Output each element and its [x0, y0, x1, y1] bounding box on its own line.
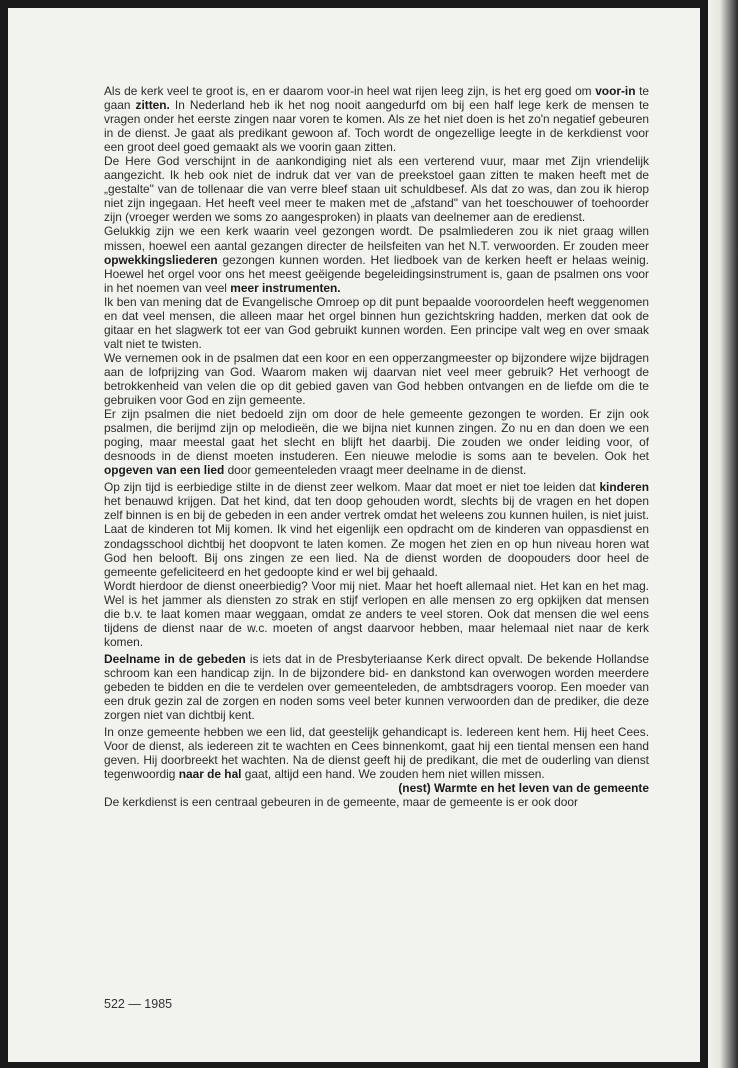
emphasis: kinderen: [599, 480, 649, 495]
paragraph-text: Gelukkig zijn we een kerk waarin veel gezongen wordt. De psalmliederen zou ik niet graag willen missen, hoewel een aantal gezangen directer de heilsfeiten van het N.T. verwoorden. Er zouden meer: [104, 224, 649, 253]
paragraph-text: is iets dat in de Presbyteriaanse Kerk direct opvalt. De bekende Hollandse schroom kan een handicap zijn. In de bijzondere bid- en dankstond kan overwogen worden meerdere gebeden te bidden en die te verdelen over gemeenteleden, de ambtsdragers voorop. Een moeder van een druk gezin zal de zorgen en noden soms veel beter kunnen verwoorden dan de prediker, die deze zorgen niet van dichtbij kent.: [104, 651, 649, 723]
paragraph-text: Wordt hierdoor de dienst oneerbiedig? Voor mij niet. Maar het hoeft allemaal niet. Het kan en het mag. Wel is het jammer als diensten zo strak en stijf verlopen en alle mensen zo erg opkijken dat mensen die b.v. te laat komen maar weggaan, omdat ze anders te veel storen. Ook dat mensen die wel eens tijdens de dienst naar de w.c. moeten of angst daarvoor hebben, maar helemaal niet naar de kerk komen.: [104, 578, 649, 649]
emphasis: opwekkingsliederen: [104, 252, 218, 267]
paragraph-6: [104, 407, 649, 477]
paragraph-text: Op zijn tijd is eerbiedige stilte in de dienst zeer welkom. Maar dat moet er niet toe leiden dat: [104, 480, 600, 495]
paragraph-text: gaat, altijd een hand. We zouden hem niet willen missen.: [241, 767, 545, 782]
paragraph-text: Als de kerk veel te groot is, en er daarom voor-in heel wat rijen leeg zijn, is het erg goed om: [104, 84, 596, 98]
emphasis: voor-in: [595, 84, 636, 98]
paragraph-1: [104, 84, 649, 154]
closing-line: De kerkdienst is een centraal gebeuren in de gemeente, maar de gemeente is er ook door: [104, 795, 578, 810]
paragraph-8: [104, 579, 649, 649]
emphasis: Deelname in de gebeden: [104, 651, 246, 666]
paragraph-3: [104, 224, 649, 294]
article-body: [104, 84, 649, 809]
paragraph-9: [104, 652, 649, 722]
paragraphs: [104, 84, 649, 781]
emphasis: opgeven van een lied: [104, 463, 225, 478]
paragraph-text: het benauwd krijgen. Dat het kind, dat ten doop gehouden wordt, slechts bij de vragen en het dopen zelf binnen is en bij de gebeden in een ander vertrek omdat het weleens zou kunnen huilen, is niet juist. Laat de kinderen tot Mij komen. Ik vind het eigenlijk een opdracht om de kinderen van oppasdienst en zondagsschool dichtbij het doopvont te laten komen. Ze mogen het zien en op hun niveau horen wat God hen belooft. Bij ons zingen ze een lied. Na de dienst worden de doopouders door heel de gemeente gefeliciteerd en het gedoopte kind er wel bij gehaald.: [104, 494, 649, 579]
emphasis: zitten.: [135, 98, 170, 113]
paragraph-text: Er zijn psalmen die niet bedoeld zijn om door de hele gemeente gezongen te worden. Er zijn ook psalmen, die berijmd zijn op melodieën, die we bijna niet kunnen zingen. Zo nu en dan doen we een poging, maar meestal gaat het slecht en blijft het daarbij. Die zouden we onder leiding voor, of desnoods in de dienst moeten instuderen. Een nieuwe melodie is soms aan te bevelen. Ook het: [104, 407, 649, 464]
paragraph-text: Ik ben van mening dat de Evangelische Omroep op dit punt bepaalde vooroordelen heeft weggenomen en dat veel mensen, die alleen maar het orgel binnen hun gezichtskring hadden, merken dat ook de gitaar en het slagwerk tot eer van God gebruikt kunnen worden. Een principe valt weg en over smaak valt niet te twisten.: [104, 294, 649, 351]
emphasis: naar de hal: [178, 767, 242, 782]
paragraph-text: We vernemen ook in de psalmen dat een koor en een opperzangmeester op bijzondere wijze bijdragen aan de lofprijzing van God. Waarom maken wij daarvan niet veel meer gebruik? Het verhoogt de betrokkenheid van velen die op dit gebied gaven van God hebben ontvangen en de liefde om die te gebruiken voor God en zijn gemeente.: [104, 350, 649, 408]
paragraph-4: [104, 295, 649, 351]
page-number: 522 — 1985: [104, 997, 173, 1011]
paragraph-text: In Nederland heb ik het nog nooit aangedurfd om bij een half lege kerk de mensen te vragen onder het eerste zingen naar voren te komen. Als ze het niet doen is het zo'n negatief gebeuren in de dienst. Je gaat als predikant gewoon af. Toch wordt de ongezellige leegte in de kerkdienst voor een groot deel goed gemaakt als we voorin gaan zitten.: [104, 98, 649, 155]
paragraph-text: te gaan: [104, 84, 649, 113]
paragraph-5: [104, 351, 649, 407]
paragraph-text: In onze gemeente hebben we een lid, dat geestelijk gehandicapt is. Iedereen kent hem. Hij heet Cees. Voor de dienst, als iedereen zit te wachten en Cees binnenkomt, gaat hij een tiental mensen een hand geven. Hij doorbreekt het wachten. Na de dienst geeft hij de predikant, die met de ouderling van dienst tegenwoordig: [104, 725, 649, 782]
paragraph-text: De Here God verschijnt in de aankondiging niet als een verterend vuur, maar met Zijn vriendelijk aangezicht. Ik heb ook niet de indruk dat ver van de preekstoel gaan zitten te maken heeft met de „gestalte" van de tollenaar die van verre bleef staan uit schuldbesef. Als dat zo was, dan zou ik hierop niet zijn ingegaan. Het heeft veel meer te maken met de „afstand" van het toeschouwer of toehoorder zijn (vroeger werden we soms zo aangesproken) in plaats van deelnemer aan de eredienst.: [104, 154, 649, 225]
paragraph-7: [104, 480, 649, 578]
paragraph-10: [104, 725, 649, 781]
emphasis: meer instrumenten.: [230, 280, 341, 295]
scan-edge: [708, 0, 738, 1068]
section-heading: (nest) Warmte en het leven van de gemeente: [398, 781, 649, 796]
paragraph-2: [104, 154, 649, 224]
paragraph-text: door gemeenteleden vraagt meer deelname in de dienst.: [224, 463, 527, 478]
paragraph-text: gezongen kunnen worden. Het liedboek van de kerken heeft er helaas weinig. Hoewel het orgel voor ons het meest geëigende begeleidingsinstrument is, gaan de psalmen ons voor in het noemen van veel: [104, 252, 649, 295]
